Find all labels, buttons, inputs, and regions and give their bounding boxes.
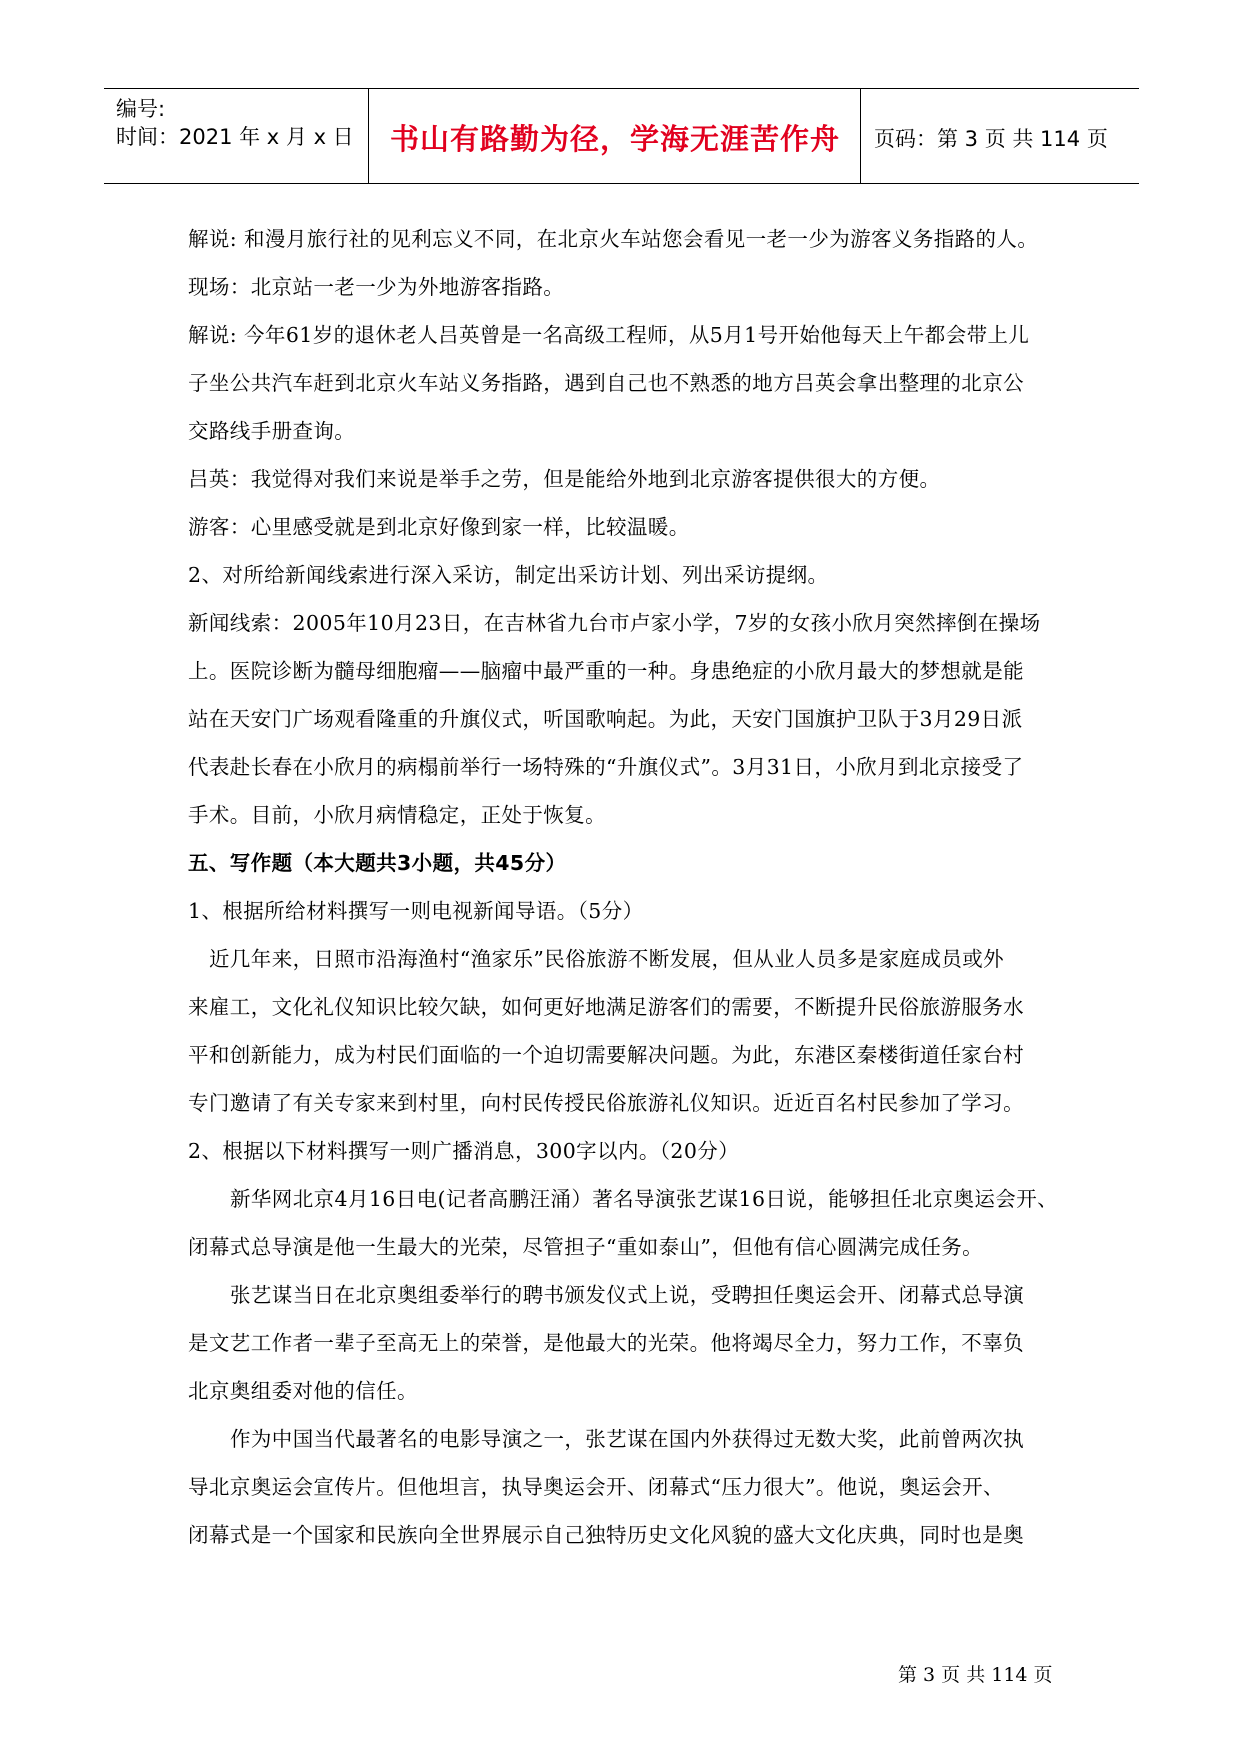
- text-line: 是文艺工作者一辈子至高无上的荣誉，是他最大的光荣。他将竭尽全力，努力工作，不辜负: [188, 1331, 1024, 1355]
- text-line: 游客：心里感受就是到北京好像到家一样，比较温暖。: [188, 515, 690, 539]
- text-line: 上。医院诊断为髓母细胞瘤——脑瘤中最严重的一种。身患绝症的小欣月最大的梦想就是能: [188, 659, 1024, 683]
- header-left-cell: [104, 89, 369, 183]
- text-line: 新闻线索：2005年10月23日，在吉林省九台市卢家小学，7岁的女孩小欣月突然摔倒在操场: [188, 611, 1041, 635]
- number-label: 编号:: [116, 97, 166, 121]
- text-line: 近几年来，日照市沿海渔村“渔家乐”民俗旅游不断发展，但从业人员多是家庭成员或外: [209, 947, 1005, 971]
- header-motto-cell: [370, 89, 861, 183]
- document-body: [188, 215, 1068, 1559]
- text-line: 作为中国当代最著名的电影导演之一，张艺谋在国内外获得过无数大奖，此前曾两次执: [230, 1427, 1025, 1451]
- header-right-cell: [862, 89, 1139, 183]
- text-line: 北京奥组委对他的信任。: [188, 1379, 418, 1403]
- text-line: 新华网北京4月16日电(记者高鹏汪涌）著名导演张艺谋16日说，能够担任北京奥运会开、: [230, 1187, 1059, 1211]
- text-line: 闭幕式总导演是他一生最大的光荣，尽管担子“重如泰山”，但他有信心圆满完成任务。: [188, 1235, 984, 1259]
- text-line: 平和创新能力，成为村民们面临的一个迫切需要解决问题。为此，东港区秦楼街道任家台村: [188, 1043, 1024, 1067]
- text-line: 导北京奥运会宣传片。但他坦言，执导奥运会开、闭幕式“压力很大”。他说，奥运会开、: [188, 1475, 1004, 1499]
- text-line: 张艺谋当日在北京奥组委举行的聘书颁发仪式上说，受聘担任奥运会开、闭幕式总导演: [230, 1283, 1025, 1307]
- header-motto: 书山有路勤为径，学海无涯苦作舟: [389, 122, 840, 156]
- header-page-number: 页码：第 3 页 共 114 页: [874, 127, 1108, 151]
- text-line: 代表赴长春在小欣月的病榻前举行一场特殊的“升旗仪式”。3月31日，小欣月到北京接受了: [188, 755, 1024, 779]
- text-line: 站在天安门广场观看隆重的升旗仪式，听国歌响起。为此，天安门国旗护卫队于3月29日派: [188, 707, 1023, 731]
- section-heading: 五、写作题（本大题共3小题，共45分）: [188, 851, 567, 875]
- time-label: 时间：2021 年 x 月 x 日: [116, 125, 354, 149]
- text-line: 现场：北京站一老一少为外地游客指路。: [188, 275, 565, 299]
- text-line: 来雇工，文化礼仪知识比较欠缺，如何更好地满足游客们的需要，不断提升民俗旅游服务水: [188, 995, 1024, 1019]
- text-line: 吕英：我觉得对我们来说是举手之劳，但是能给外地到北京游客提供很大的方便。: [188, 467, 941, 491]
- text-line: 解说: 今年61岁的退休老人吕英曾是一名高级工程师，从5月1号开始他每天上午都会带上儿: [188, 323, 1030, 347]
- text-line: 1、根据所给材料撰写一则电视新闻导语。（5分）: [188, 899, 644, 923]
- text-line: 交路线手册查询。: [188, 419, 356, 443]
- text-line: 2、对所给新闻线索进行深入采访，制定出采访计划、列出采访提纲。: [188, 563, 829, 587]
- text-line: 2、根据以下材料撰写一则广播消息，300字以内。（20分）: [188, 1139, 740, 1163]
- page-header: [104, 88, 1139, 184]
- text-line: 子坐公共汽车赶到北京火车站义务指路，遇到自己也不熟悉的地方吕英会拿出整理的北京公: [188, 371, 1024, 395]
- text-line: 解说: 和漫月旅行社的见利忘义不同，在北京火车站您会看见一老一少为游客义务指路的人。: [188, 227, 1039, 251]
- text-line: 手术。目前，小欣月病情稳定，正处于恢复。: [188, 803, 606, 827]
- text-line: 专门邀请了有关专家来到村里，向村民传授民俗旅游礼仪知识。近近百名村民参加了学习。: [188, 1091, 1024, 1115]
- page-footer: 第 3 页 共 114 页: [898, 1664, 1053, 1686]
- text-line: 闭幕式是一个国家和民族向全世界展示自己独特历史文化风貌的盛大文化庆典，同时也是奥: [188, 1523, 1024, 1547]
